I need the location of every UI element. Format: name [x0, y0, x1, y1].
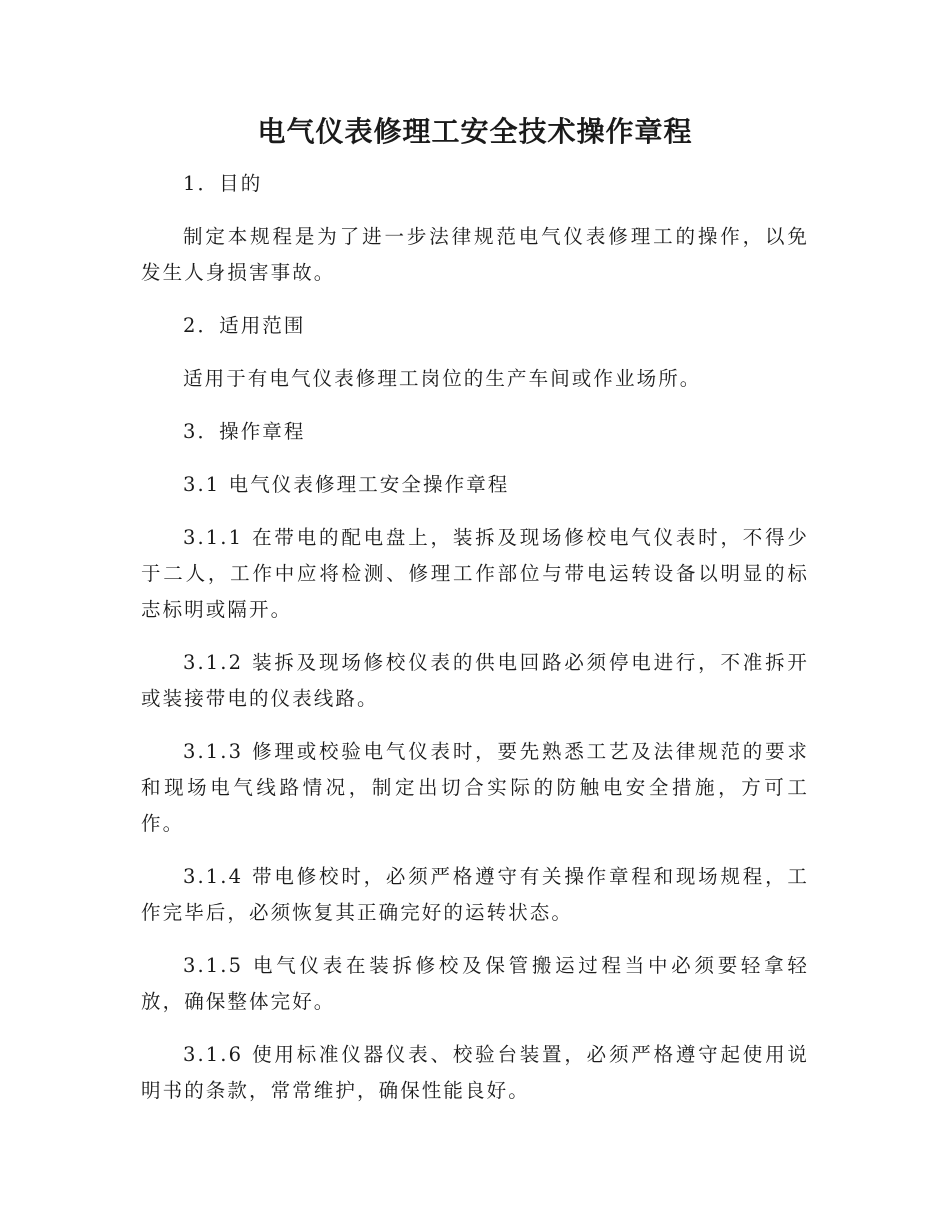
clause-3-1-1: 3.1.1 在带电的配电盘上，装拆及现场修校电气仪表时，不得少于二人，工作中应将检测、修理工作部位与带电运转设备以明显的标志标明或隔开。 [141, 526, 809, 621]
clause-3-1-3: 3.1.3 修理或校验电气仪表时，要先熟悉工艺及法律规范的要求和现场电气线路情况，制定出切合实际的防触电安全措施，方可工作。 [141, 740, 809, 835]
section-heading-purpose: 1．目的 [183, 172, 263, 195]
clause-3-1-2: 3.1.2 装拆及现场修校仪表的供电回路必须停电进行，不准拆开或装接带电的仪表线路。 [141, 651, 809, 710]
document-title: 电气仪表修理工安全技术操作章程 [257, 115, 693, 148]
clause-3-1-5: 3.1.5 电气仪表在装拆修校及保管搬运过程当中必须要轻拿轻放，确保整体完好。 [141, 954, 809, 1013]
subsection-heading-3-1: 3.1 电气仪表修理工安全操作章程 [183, 473, 510, 496]
scope-paragraph: 适用于有电气仪表修理工岗位的生产车间或作业场所。 [183, 367, 702, 390]
clause-3-1-6: 3.1.6 使用标准仪器仪表、校验台装置，必须严格遵守起使用说明书的条款，常常维护，确保性能良好。 [141, 1043, 809, 1102]
clause-3-1-4: 3.1.4 带电修校时，必须严格遵守有关操作章程和现场规程，工作完毕后，必须恢复其正确完好的运转状态。 [141, 865, 809, 924]
section-heading-procedures: 3．操作章程 [183, 420, 306, 443]
section-heading-scope: 2．适用范围 [183, 314, 306, 337]
purpose-paragraph: 制定本规程是为了进一步法律规范电气仪表修理工的操作，以免发生人身损害事故。 [141, 225, 809, 284]
document-body [141, 166, 809, 1126]
